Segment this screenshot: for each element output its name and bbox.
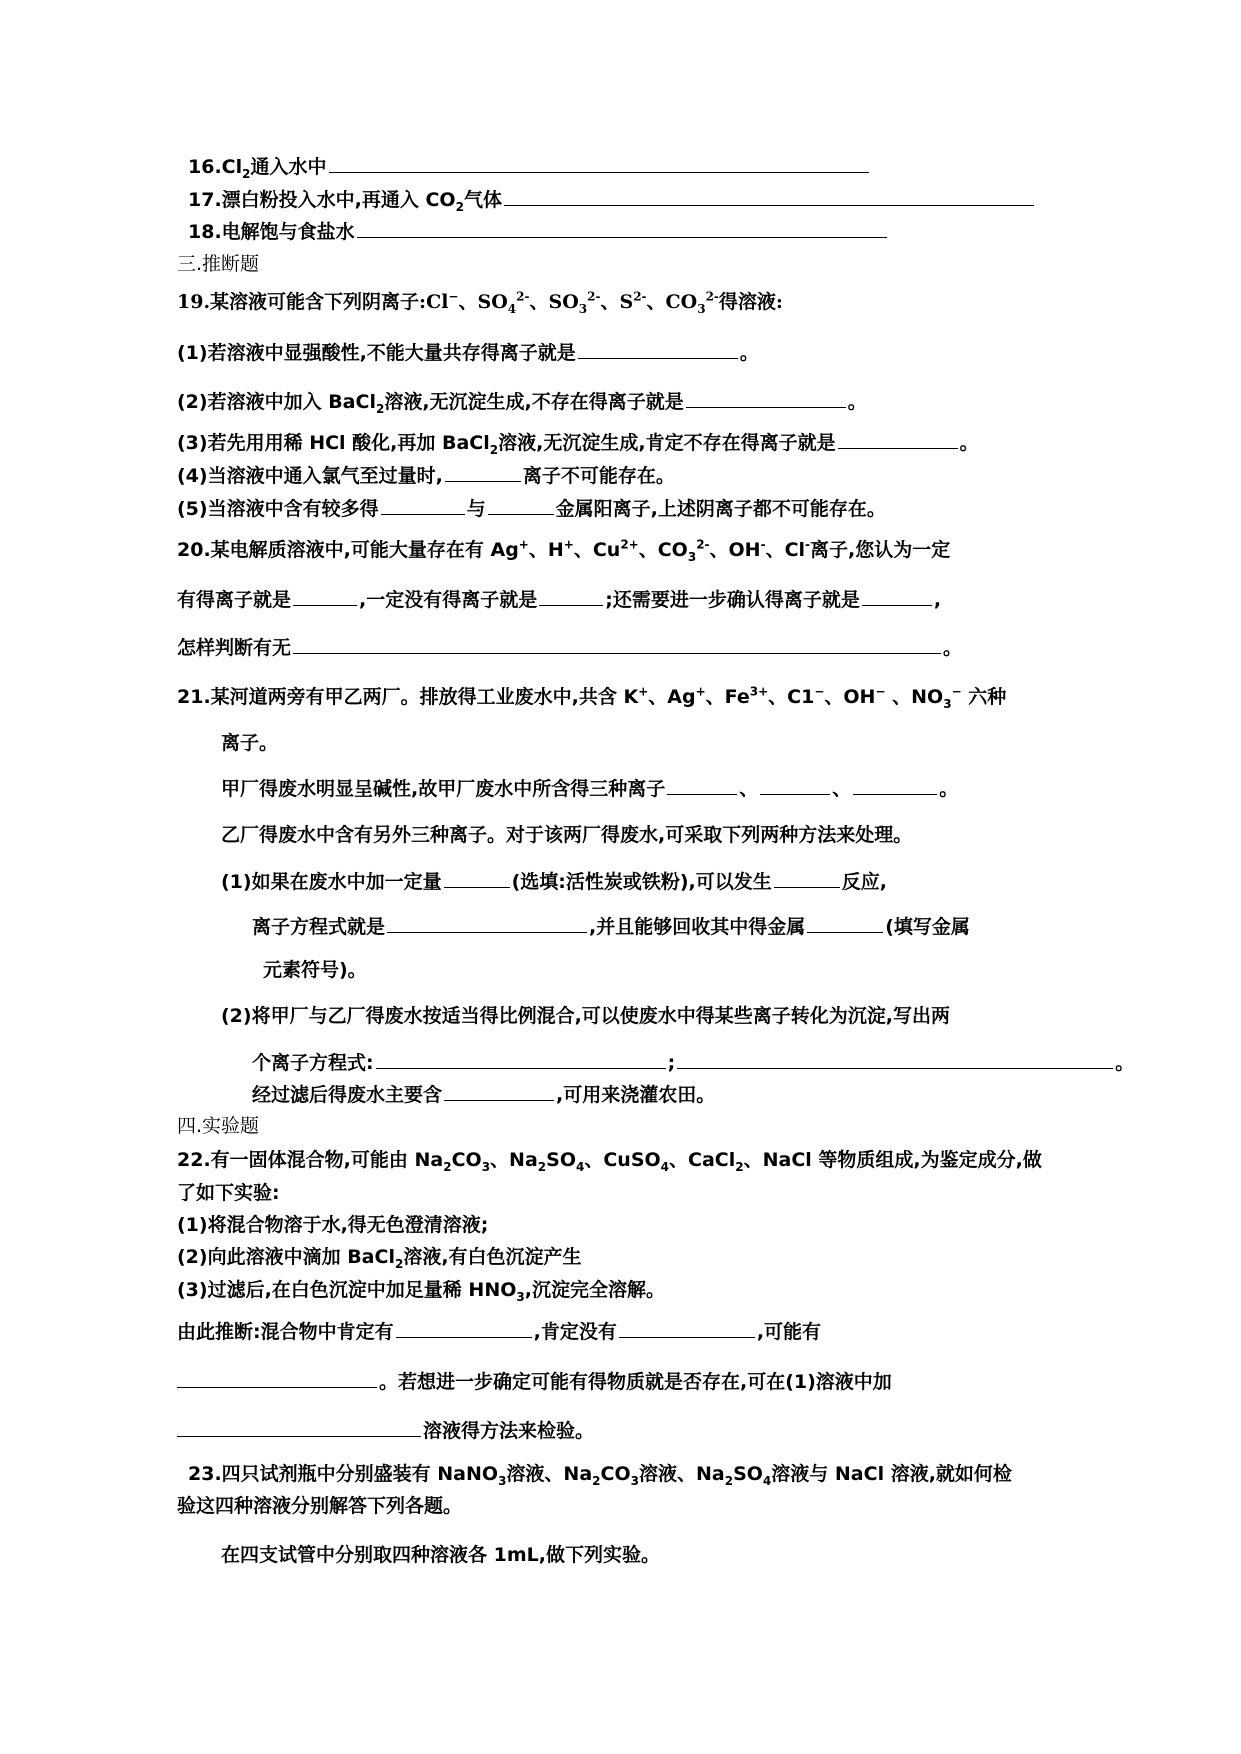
q21-ion-blank1[interactable] [667,776,737,795]
q20-l1-d: 、CO [638,539,688,561]
q19-p5-text: (5)当溶液中含有较多得 [177,498,379,520]
q21-line10 [252,1082,715,1107]
q23-l1-s4: 2 [724,1473,734,1488]
q22-l4-sub: 2 [394,1256,404,1271]
q20-blank4[interactable] [293,635,941,654]
q21-l10-a: 经过滤后得废水主要含 [252,1084,443,1106]
q17-text: 17.漂白粉投入水中,再通入 CO [188,189,456,211]
q23-line2: 验这四种溶液分别解答下列各题。 [177,1495,463,1517]
q21-l9-b: ; [667,1052,676,1074]
q21-line4: 乙厂得废水中含有另外三种离子。对于该两厂得废水,可采取下列两种方法来处理。 [221,824,913,846]
q21-l1-g: 六种 [961,686,1007,708]
q23-l1-e: SO [733,1463,763,1485]
q20-l1-p3: 2+ [620,537,639,552]
q20-l1-p1: + [518,537,529,552]
q19-p1-blank[interactable] [578,340,738,359]
q21-l1-f: 、NO [885,686,944,708]
q20-line1 [177,538,950,562]
q20-l1-p2: + [563,537,574,552]
q19-p2-text: (2)若溶液中加入 BaCl [177,391,376,413]
q22-l1-e: 、CuSO [584,1149,661,1171]
q21-l5-b: (选填:活性炭或铁粉),可以发生 [511,871,772,893]
q19-stem-c: 、SO [529,291,579,313]
q19-p2-text2: 溶液,无沉淀生成,不存在得离子就是 [384,391,684,413]
q20-l2-b: ,一定没有得离子就是 [359,589,538,611]
q20-l3-end: 。 [943,637,963,659]
q21-l1-b: 、Ag [648,686,696,708]
q19-p5-blank1[interactable] [381,496,465,515]
q22-blank-definite[interactable] [396,1319,532,1338]
q19-stem-p1: 2- [516,289,530,304]
q20-l1-p6: - [805,537,811,552]
q19-p4-text: (4)当溶液中通入氯气至过量时, [177,465,443,487]
q22-line5 [177,1278,665,1302]
section-3-heading: 三.推断题 [177,253,260,275]
q22-l1-b: CO [451,1149,482,1171]
q19-p3-text2: 溶液,无沉淀生成,肯定不存在得离子就是 [498,432,836,454]
q22-l4-a: (2)向此溶液中滴加 BaCl [177,1246,395,1268]
q19-p1-text: (1)若溶液中显强酸性,不能大量共存得离子就是 [177,342,576,364]
q20-l1-a: 20.某电解质溶液中,可能大量存在有 Ag [177,539,519,561]
q20-l3-a: 怎样判断有无 [177,637,292,659]
q23-l1-f: 溶液与 NaCl 溶液,就如何检 [771,1463,1012,1485]
q21-l6-c: (填写金属 [885,916,970,938]
q21-l1-a: 21.某河道两旁有甲乙两厂。排放得工业废水中,共含 K [177,686,639,708]
q20-blank1[interactable] [293,587,357,606]
q17-line [188,187,1036,212]
q19-p3-sub: 2 [489,442,499,457]
q21-l1-c: 、Fe [705,686,750,708]
q21-l1-d: 、C1 [768,686,815,708]
q19-stem-p3: 2- [633,289,647,304]
q21-blank-eq1[interactable] [376,1050,666,1069]
q22-l1-s3: 2 [537,1159,547,1174]
q22-l1-f: 、CaCl [669,1149,736,1171]
q21-l1-p6: − [951,684,962,699]
q21-l6-b: ,并且能够回收其中得金属 [589,916,806,938]
q23-l1-s1: 3 [498,1473,507,1488]
q19-p4-blank[interactable] [445,463,521,482]
q21-l3-sep2: 、 [832,778,852,800]
q19-p2-blank[interactable] [686,389,846,408]
q19-stem-b: 、SO [458,291,508,313]
q19-stem-a: 19.某溶液可能含下列阴离子:Cl [177,291,449,313]
q21-l3-a: 甲厂得废水明显呈碱性,故甲厂废水中所含得三种离子 [221,778,666,800]
q21-blank-metal[interactable] [807,914,883,933]
q20-l1-p4: 2- [696,537,710,552]
q19-p5-text2: 与 [466,498,486,520]
q19-stem-e: 、CO [646,291,698,313]
q19-p5-blank2[interactable] [488,496,554,515]
q21-line6 [252,914,970,939]
q23-l1-d: 溶液、Na [638,1463,725,1485]
q20-blank2[interactable] [539,587,603,606]
q21-l1-s1: 3 [943,696,952,711]
q21-line5 [221,869,887,894]
q23-line3: 在四支试管中分别取四种溶液各 1mL,做下列实验。 [221,1544,660,1566]
q20-l1-b: 、H [528,539,564,561]
q22-l5-b: ,沉淀完全溶解。 [524,1279,665,1301]
q21-ion-blank2[interactable] [760,776,830,795]
q21-l5-a: (1)如果在废水中加一定量 [221,871,442,893]
q21-l3-end: 。 [939,778,959,800]
q19-stem-s1: 4 [507,301,517,316]
q22-l1-c: 、Na [490,1149,538,1171]
q22-line2: 了如下实验: [177,1182,280,1204]
q21-line9 [252,1050,1134,1075]
q16-text2: 通入水中 [250,156,327,178]
q22-l1-a: 22.有一固体混合物,可能由 Na [177,1149,444,1171]
q18-line [188,219,889,244]
q21-line8: (2)将甲厂与乙厂得废水按适当得比例混合,可以使废水中得某些离子转化为沉淀,写出两 [221,1005,951,1027]
q16-text: 16.Cl [188,156,243,178]
q22-l6-c: ,可能有 [756,1321,822,1343]
q19-stem-p4: 2- [705,289,719,304]
q20-l1-g: 离子,您认为一定 [810,539,951,561]
q22-l8-a: 溶液得方法来检验。 [423,1420,595,1442]
q21-l1-p5: − [875,684,886,699]
q20-l1-f: 、Cl [765,539,806,561]
q19-part1 [177,340,759,365]
q22-l1-s1: 2 [443,1159,452,1174]
q22-blank-reagent[interactable] [177,1418,421,1437]
q22-l5-sub: 3 [516,1289,525,1304]
q20-line3 [177,635,962,660]
q22-line8 [177,1418,594,1443]
q17-sub: 2 [455,199,464,214]
q20-line2 [177,587,941,612]
q19-part3 [177,430,979,455]
q19-stem-p2: 2- [587,289,601,304]
q17-answer-blank[interactable] [504,187,1034,206]
q22-line6 [177,1319,821,1344]
q21-ion-blank3[interactable] [853,776,937,795]
q22-l6-b: ,肯定没有 [533,1321,617,1343]
q21-l1-p2: + [695,684,706,699]
q22-line3: (1)将混合物溶于水,得无色澄清溶液; [177,1214,489,1236]
q16-line [188,154,871,179]
q16-answer-blank[interactable] [329,154,869,173]
q22-line4 [177,1245,582,1269]
q22-l4-b: 溶液,有白色沉淀产生 [403,1246,582,1268]
q20-l2-a: 有得离子就是 [177,589,292,611]
q19-p3-text: (3)若先用用稀 HCl 酸化,再加 BaCl [177,432,490,454]
q22-l1-s4: 4 [575,1159,585,1174]
q21-l9-end: 。 [1115,1052,1135,1074]
q22-l1-s5: 4 [660,1159,670,1174]
q22-l1-s6: 2 [735,1159,744,1174]
q20-l2-d: , [933,589,942,611]
q16-sub: 2 [242,166,251,181]
section-4-heading: 四.实验题 [177,1115,260,1137]
q21-blank-remaining[interactable] [444,1082,554,1101]
q20-l2-c: ;还需要进一步确认得离子就是 [605,589,860,611]
q22-blank-absent[interactable] [619,1319,755,1338]
q19-stem-s2: 3 [578,301,588,316]
q19-part2 [177,389,867,414]
q21-line2: 离子。 [221,732,279,754]
q22-l7-a: 。若想进一步确定可能有得物质就是否存在,可在(1)溶液中加 [379,1371,892,1393]
q19-p3-blank[interactable] [838,430,958,449]
q20-blank3[interactable] [862,587,932,606]
q22-l6-a: 由此推断:混合物中肯定有 [177,1321,394,1343]
q19-p5-text3: 金属阳离子,上述阴离子都不可能存在。 [555,498,886,520]
q21-l1-p3: 3+ [749,684,769,699]
q21-l1-p1: + [638,684,649,699]
q19-stem-d: 、S [600,291,634,313]
q19-stem-sup1: − [448,289,459,304]
q21-l5-c: 反应, [841,871,887,893]
q21-l9-a: 个离子方程式: [252,1052,374,1074]
q19-p4-text2: 离子不可能存在。 [522,465,675,487]
q21-line1 [177,685,1006,709]
q23-l1-s5: 4 [762,1473,772,1488]
q20-l1-p5: - [760,537,766,552]
q23-l1-s2: 2 [592,1473,601,1488]
q21-l6-a: 离子方程式就是 [252,916,386,938]
q21-blank-eq2[interactable] [677,1050,1113,1069]
q18-answer-blank[interactable] [357,219,887,238]
q23-l1-b: 溶液、Na [506,1463,593,1485]
q21-line7: 元素符号)。 [263,959,367,981]
q19-part4 [177,463,675,488]
q22-blank-possible[interactable] [177,1369,377,1388]
q17-text2: 气体 [463,189,502,211]
q21-blank-equation[interactable] [387,914,587,933]
q19-stem [177,290,783,314]
q22-l1-g: 、NaCl 等物质组成,为鉴定成分,做 [743,1149,1042,1171]
q18-text: 18.电解饱与食盐水 [188,221,355,243]
q19-p3-end: 。 [959,432,979,454]
q21-blank-reaction[interactable] [774,869,840,888]
q22-line7 [177,1369,892,1394]
q19-stem-s3: 3 [697,301,706,316]
q21-l10-b: ,可用来浇灌农田。 [556,1084,716,1106]
q20-l1-s1: 3 [687,549,697,564]
q23-l1-c: CO [600,1463,631,1485]
q21-line3 [221,776,958,801]
q19-p1-end: 。 [739,342,759,364]
q20-l1-c: 、Cu [573,539,621,561]
q21-l1-e: 、OH [824,686,876,708]
q22-line1 [177,1148,1042,1172]
q23-line1 [188,1462,1012,1486]
q19-stem-f: 得溶液: [718,291,783,313]
q19-part5 [177,496,886,521]
q19-p2-sub: 2 [375,401,385,416]
q20-l1-e: 、OH [709,539,761,561]
q23-l1-a: 23.四只试剂瓶中分别盛装有 NaNO [188,1463,499,1485]
q19-p2-end: 。 [847,391,867,413]
q22-l1-d: SO [546,1149,576,1171]
q22-l5-a: (3)过滤后,在白色沉淀中加足量稀 HNO [177,1279,517,1301]
q21-l1-p4: − [814,684,825,699]
q22-l1-s2: 3 [481,1159,491,1174]
q21-blank-additive[interactable] [444,869,510,888]
q21-l3-sep1: 、 [739,778,759,800]
q23-l1-s3: 3 [630,1473,639,1488]
